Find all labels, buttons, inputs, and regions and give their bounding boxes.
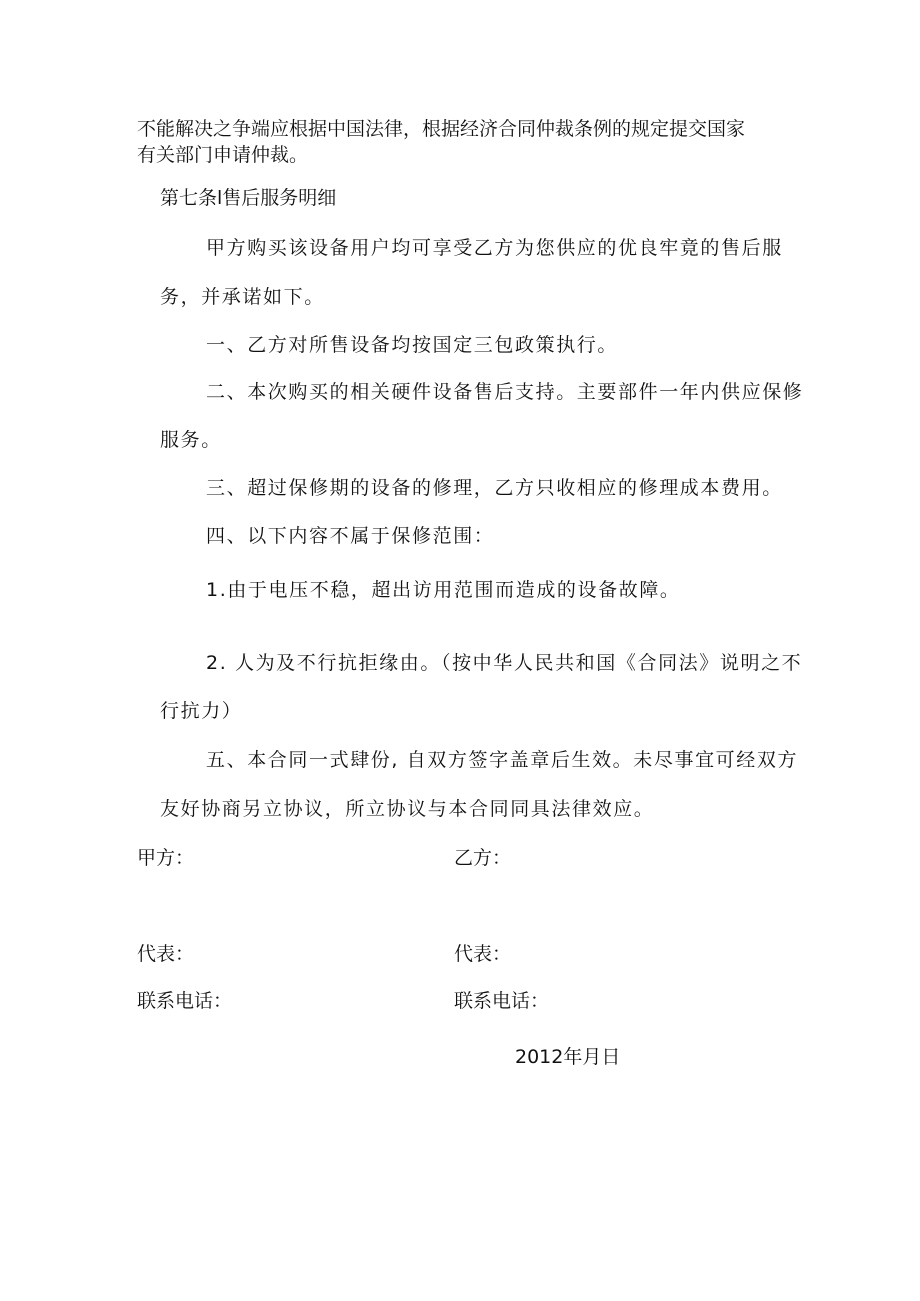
article-title: 第七条l售后服务明细 <box>160 187 337 209</box>
item-2-line-2: 服务。 <box>160 429 222 451</box>
rep-b-label: 代表： <box>454 943 512 965</box>
item-1: 一、乙方对所售设备均按国定三包政策执行。 <box>206 334 619 356</box>
item-3: 三、超过保修期的设备的修理，乙方只收相应的修理成本费用。 <box>206 477 783 499</box>
sub-item-2-line-2: 行抗力） <box>160 700 243 722</box>
item-2-line-1: 二、本次购买的相关硬件设备售后支持。主要部件一年内供应保修 <box>206 381 804 403</box>
intro-line-2: 有关部门申请仲裁。 <box>137 144 309 166</box>
date-text: 2012年月日 <box>515 1046 621 1068</box>
party-a-label: 甲方： <box>137 847 195 869</box>
para-1-line-2: 务，并承诺如下。 <box>160 286 325 308</box>
sub-item-1: 1.由于电压不稳，超出访用范围而造成的设备故障。 <box>206 579 681 601</box>
item-5-line-1: 五、本合同一式肆份, 自双方签字盖章后生效。未尽事宜可经双方 <box>206 749 799 771</box>
phone-a-label: 联系电话： <box>137 990 233 1012</box>
item-5-line-2: 友好协商另立协议，所立协议与本合同同具法律效应。 <box>160 798 655 820</box>
party-b-label: 乙方： <box>454 847 512 869</box>
para-1-line-1: 甲方购买该设备用户均可享受乙方为您供应的优良牢竟的售后服 <box>206 237 783 259</box>
sub-item-2-line-1: 2. 人为及不行抗拒缘由。（按中华人民共和国《合同法》说明之不 <box>206 652 803 674</box>
rep-a-label: 代表： <box>137 943 195 965</box>
item-4: 四、以下内容不属于保修范围： <box>206 525 495 547</box>
phone-b-label: 联系电话： <box>454 990 550 1012</box>
intro-line-1: 不能解决之争端应根据中国法律，根据经济合同仲裁条例的规定提交国家 <box>137 118 746 140</box>
